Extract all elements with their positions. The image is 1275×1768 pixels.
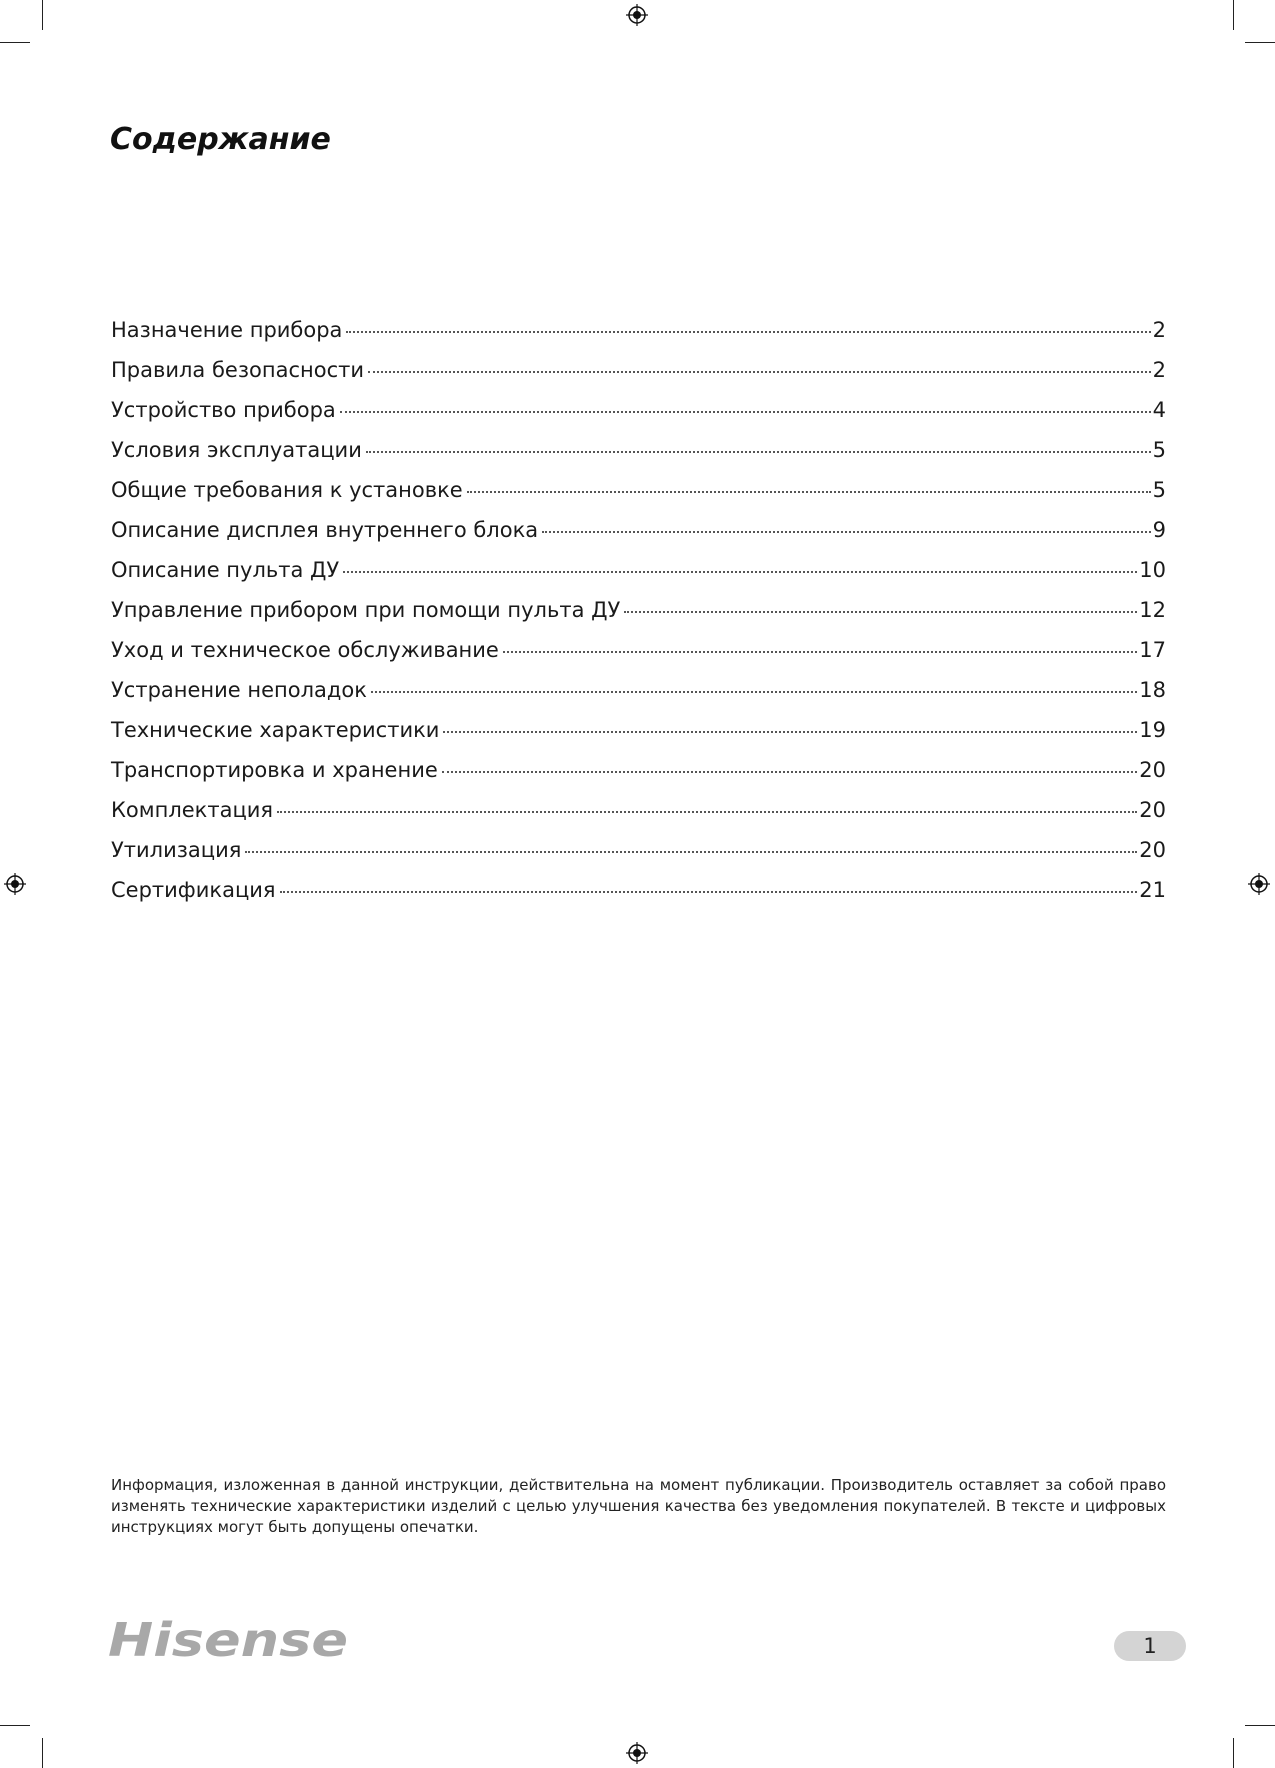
toc-dot-leader bbox=[542, 530, 1151, 533]
toc-entry[interactable] bbox=[111, 318, 1166, 358]
toc-entry-label: Комплектация bbox=[111, 798, 274, 822]
toc-entry-page: 10 bbox=[1139, 558, 1166, 582]
toc-dot-leader bbox=[368, 370, 1151, 373]
toc-dot-leader bbox=[467, 490, 1151, 493]
toc-entry[interactable] bbox=[111, 718, 1166, 758]
toc-dot-leader bbox=[371, 690, 1137, 693]
toc-entry-label: Назначение прибора bbox=[111, 318, 343, 342]
toc-entry-label: Управление прибором при помощи пульта ДУ bbox=[111, 598, 621, 622]
crop-mark bbox=[42, 1738, 43, 1768]
toc-dot-leader bbox=[340, 410, 1151, 413]
toc-entry[interactable] bbox=[111, 758, 1166, 798]
toc-entry[interactable] bbox=[111, 878, 1166, 918]
crop-mark bbox=[1245, 1725, 1275, 1726]
toc-dot-leader bbox=[245, 850, 1137, 853]
table-of-contents bbox=[111, 318, 1166, 918]
toc-entry-label: Описание дисплея внутреннего блока bbox=[111, 518, 539, 542]
toc-entry-label: Утилизация bbox=[111, 838, 242, 862]
page-title: Содержание bbox=[110, 122, 331, 157]
toc-entry-label: Технические характеристики bbox=[111, 718, 440, 742]
toc-entry-page: 5 bbox=[1152, 438, 1166, 462]
toc-entry[interactable] bbox=[111, 678, 1166, 718]
toc-entry-label: Уход и техническое обслуживание bbox=[111, 638, 499, 662]
toc-entry-label: Устранение неполадок bbox=[111, 678, 367, 702]
crop-mark bbox=[0, 1725, 30, 1726]
toc-entry-page: 12 bbox=[1139, 598, 1166, 622]
toc-entry-page: 5 bbox=[1152, 478, 1166, 502]
crop-mark bbox=[0, 42, 30, 43]
toc-entry-page: 17 bbox=[1139, 638, 1166, 662]
toc-dot-leader bbox=[346, 330, 1150, 333]
logo-text: Hisense bbox=[108, 1613, 348, 1667]
toc-entry-page: 20 bbox=[1139, 798, 1166, 822]
toc-entry-page: 21 bbox=[1139, 878, 1166, 902]
toc-entry[interactable] bbox=[111, 358, 1166, 398]
toc-entry[interactable] bbox=[111, 398, 1166, 438]
toc-entry[interactable] bbox=[111, 518, 1166, 558]
toc-entry-page: 20 bbox=[1139, 838, 1166, 862]
toc-dot-leader bbox=[503, 650, 1137, 653]
toc-entry[interactable] bbox=[111, 638, 1166, 678]
crop-mark bbox=[42, 0, 43, 30]
registration-mark-icon bbox=[626, 1742, 648, 1764]
toc-dot-leader bbox=[277, 810, 1137, 813]
toc-entry-label: Сертификация bbox=[111, 878, 276, 902]
toc-entry-label: Устройство прибора bbox=[111, 398, 336, 422]
toc-dot-leader bbox=[443, 730, 1137, 733]
toc-entry-page: 18 bbox=[1139, 678, 1166, 702]
toc-entry[interactable] bbox=[111, 598, 1166, 638]
toc-entry[interactable] bbox=[111, 838, 1166, 878]
toc-dot-leader bbox=[624, 610, 1137, 613]
page-number: 1 bbox=[1143, 1634, 1157, 1658]
toc-entry-label: Описание пульта ДУ bbox=[111, 558, 340, 582]
crop-mark bbox=[1245, 42, 1275, 43]
hisense-logo bbox=[108, 1608, 358, 1668]
toc-entry[interactable] bbox=[111, 798, 1166, 838]
toc-entry-page: 4 bbox=[1152, 398, 1166, 422]
toc-entry-page: 2 bbox=[1152, 318, 1166, 342]
toc-dot-leader bbox=[366, 450, 1151, 453]
registration-mark-icon bbox=[4, 873, 26, 895]
toc-entry[interactable] bbox=[111, 558, 1166, 598]
toc-entry-label: Правила безопасности bbox=[111, 358, 365, 382]
toc-entry-label: Условия эксплуатации bbox=[111, 438, 362, 462]
toc-entry-label: Транспортировка и хранение bbox=[111, 758, 438, 782]
toc-entry-label: Общие требования к установке bbox=[111, 478, 463, 502]
registration-mark-icon bbox=[1248, 873, 1270, 895]
crop-mark bbox=[1233, 1738, 1234, 1768]
toc-dot-leader bbox=[343, 570, 1137, 573]
page-number-badge bbox=[1114, 1631, 1186, 1661]
toc-dot-leader bbox=[442, 770, 1137, 773]
toc-entry[interactable] bbox=[111, 478, 1166, 518]
toc-entry-page: 19 bbox=[1139, 718, 1166, 742]
crop-mark bbox=[1233, 0, 1234, 30]
toc-entry-page: 9 bbox=[1152, 518, 1166, 542]
toc-entry[interactable] bbox=[111, 438, 1166, 478]
toc-entry-page: 2 bbox=[1152, 358, 1166, 382]
toc-dot-leader bbox=[280, 890, 1138, 893]
disclaimer-text: Информация, изложенная в данной инструкции, действительна на момент публикации. Производитель оставляет за собой право изменять технические характеристики изделий с целью улучшения качества без уведомления покупателей. В тексте и цифровых инструкциях могут быть допущены опечатки. bbox=[111, 1476, 1166, 1536]
toc-entry-page: 20 bbox=[1139, 758, 1166, 782]
registration-mark-icon bbox=[626, 4, 648, 26]
